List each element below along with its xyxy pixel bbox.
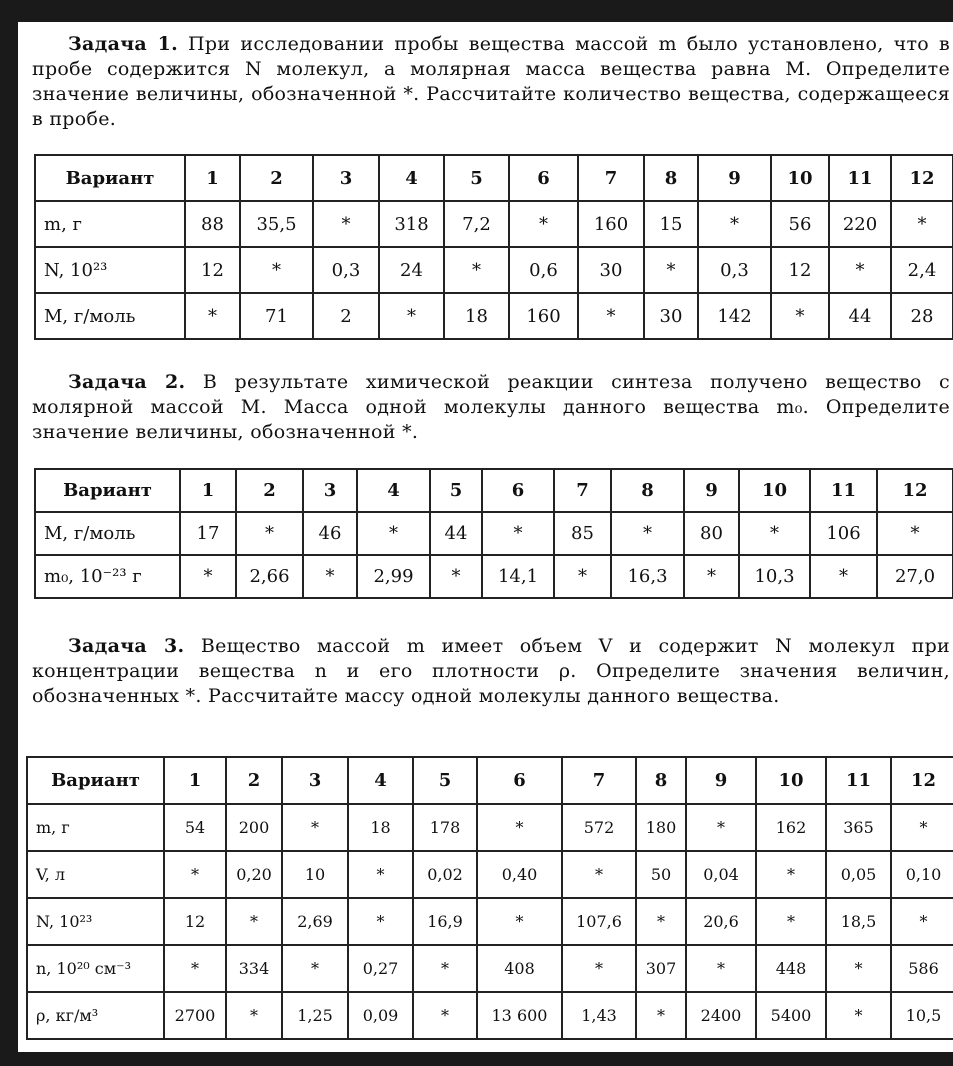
value-cell: 1,43	[562, 992, 636, 1039]
value-cell: 2,69	[282, 898, 348, 945]
value-cell: 0,20	[226, 851, 282, 898]
variant-header-cell: 6	[477, 757, 562, 804]
row-label-cell: m, г	[27, 804, 164, 851]
value-cell: 16,3	[611, 555, 684, 598]
document-page	[18, 22, 953, 1052]
variant-header-cell: 12	[877, 469, 953, 512]
value-cell: 54	[164, 804, 226, 851]
value-cell: 17	[180, 512, 236, 555]
value-cell: 1,25	[282, 992, 348, 1039]
value-cell: 27,0	[877, 555, 953, 598]
value-cell: 88	[185, 201, 240, 247]
row-label-cell: M, г/моль	[35, 512, 180, 555]
task-3-statement	[32, 634, 950, 709]
variant-header-cell: 6	[482, 469, 554, 512]
value-cell: 80	[684, 512, 739, 555]
value-cell: 18,5	[826, 898, 891, 945]
value-cell: 13 600	[477, 992, 562, 1039]
value-cell: *	[756, 851, 826, 898]
value-cell: 14,1	[482, 555, 554, 598]
variant-header-cell: 9	[684, 469, 739, 512]
table-header-row	[35, 155, 953, 201]
variant-header-cell: 4	[348, 757, 413, 804]
value-cell: *	[282, 945, 348, 992]
value-cell: *	[313, 201, 379, 247]
task-1-table	[34, 154, 953, 340]
value-cell: *	[826, 945, 891, 992]
value-cell: *	[482, 512, 554, 555]
table-row	[27, 851, 953, 898]
variant-header-cell: 3	[313, 155, 379, 201]
variant-header-cell: 9	[686, 757, 756, 804]
task-3-text: Вещество массой m имеет объем V и содержит N молекул при концентрации вещества n и его плотности ρ. Определите значения величин, обозначенных *. Рассчитайте массу одной молекулы данного вещества.	[32, 635, 950, 707]
table-row	[35, 247, 953, 293]
row-label-cell: N, 10²³	[27, 898, 164, 945]
table-row	[35, 201, 953, 247]
value-cell: *	[430, 555, 482, 598]
variant-header-cell: 5	[413, 757, 477, 804]
value-cell: 30	[644, 293, 698, 339]
value-cell: 46	[303, 512, 357, 555]
value-cell: *	[562, 851, 636, 898]
variant-header-cell: 2	[236, 469, 303, 512]
value-cell: 28	[891, 293, 953, 339]
variant-header-cell: 3	[282, 757, 348, 804]
header-label-cell: Вариант	[35, 155, 185, 201]
value-cell: 160	[578, 201, 644, 247]
value-cell: *	[698, 201, 771, 247]
variant-header-cell: 7	[554, 469, 611, 512]
value-cell: 71	[240, 293, 313, 339]
value-cell: *	[379, 293, 444, 339]
value-cell: 2700	[164, 992, 226, 1039]
task-1-text: При исследовании пробы вещества массой m было установлено, что в пробе содержится N молекул, а молярная масса вещества равна M. Определите значение величины, обозначенной *. Рассчитайте количество вещества, содержащееся в пробе.	[32, 33, 950, 130]
value-cell: *	[877, 512, 953, 555]
value-cell: 408	[477, 945, 562, 992]
variant-header-cell: 11	[829, 155, 891, 201]
value-cell: 180	[636, 804, 686, 851]
variant-header-cell: 12	[891, 155, 953, 201]
value-cell: 0,3	[313, 247, 379, 293]
value-cell: 160	[509, 293, 578, 339]
value-cell: 12	[771, 247, 829, 293]
value-cell: *	[562, 945, 636, 992]
variant-header-cell: 11	[810, 469, 877, 512]
table-header-row	[35, 469, 953, 512]
value-cell: 15	[644, 201, 698, 247]
value-cell: *	[636, 992, 686, 1039]
value-cell: 0,09	[348, 992, 413, 1039]
value-cell: 142	[698, 293, 771, 339]
value-cell: 2,66	[236, 555, 303, 598]
value-cell: *	[739, 512, 810, 555]
value-cell: 2,4	[891, 247, 953, 293]
value-cell: *	[226, 898, 282, 945]
row-label-cell: n, 10²⁰ см⁻³	[27, 945, 164, 992]
value-cell: *	[180, 555, 236, 598]
variant-header-cell: 8	[611, 469, 684, 512]
value-cell: *	[644, 247, 698, 293]
value-cell: 0,3	[698, 247, 771, 293]
value-cell: 200	[226, 804, 282, 851]
value-cell: 307	[636, 945, 686, 992]
value-cell: *	[226, 992, 282, 1039]
value-cell: 44	[430, 512, 482, 555]
value-cell: 107,6	[562, 898, 636, 945]
value-cell: 35,5	[240, 201, 313, 247]
value-cell: 334	[226, 945, 282, 992]
value-cell: 220	[829, 201, 891, 247]
task-3-title: Задача 3.	[68, 635, 185, 657]
variant-header-cell: 3	[303, 469, 357, 512]
value-cell: 56	[771, 201, 829, 247]
value-cell: *	[891, 201, 953, 247]
value-cell: *	[164, 945, 226, 992]
value-cell: 0,10	[891, 851, 953, 898]
value-cell: 44	[829, 293, 891, 339]
table-row	[35, 555, 953, 598]
value-cell: *	[236, 512, 303, 555]
task-2-title: Задача 2.	[68, 371, 186, 393]
header-label-cell: Вариант	[35, 469, 180, 512]
task-3-table	[26, 756, 953, 1040]
value-cell: 5400	[756, 992, 826, 1039]
value-cell: *	[185, 293, 240, 339]
table-row	[27, 804, 953, 851]
value-cell: *	[684, 555, 739, 598]
row-label-cell: m₀, 10⁻²³ г	[35, 555, 180, 598]
variant-header-cell: 1	[180, 469, 236, 512]
variant-header-cell: 1	[164, 757, 226, 804]
variant-header-cell: 4	[357, 469, 430, 512]
value-cell: *	[240, 247, 313, 293]
variant-header-cell: 11	[826, 757, 891, 804]
value-cell: *	[282, 804, 348, 851]
table-row	[35, 512, 953, 555]
value-cell: 586	[891, 945, 953, 992]
value-cell: 12	[164, 898, 226, 945]
task-2-table	[34, 468, 953, 599]
value-cell: *	[477, 898, 562, 945]
task-1-title: Задача 1.	[68, 33, 179, 55]
value-cell: 2,99	[357, 555, 430, 598]
value-cell: *	[826, 992, 891, 1039]
task-2-statement	[32, 370, 950, 445]
table-row	[27, 898, 953, 945]
variant-header-cell: 7	[578, 155, 644, 201]
value-cell: *	[891, 804, 953, 851]
value-cell: 0,6	[509, 247, 578, 293]
value-cell: 0,05	[826, 851, 891, 898]
variant-header-cell: 5	[430, 469, 482, 512]
value-cell: 0,40	[477, 851, 562, 898]
value-cell: 50	[636, 851, 686, 898]
table-header-row	[27, 757, 953, 804]
variant-header-cell: 6	[509, 155, 578, 201]
row-label-cell: N, 10²³	[35, 247, 185, 293]
value-cell: 16,9	[413, 898, 477, 945]
value-cell: 178	[413, 804, 477, 851]
row-label-cell: V, л	[27, 851, 164, 898]
value-cell: *	[509, 201, 578, 247]
variant-header-cell: 12	[891, 757, 953, 804]
table-row	[27, 945, 953, 992]
row-label-cell: M, г/моль	[35, 293, 185, 339]
value-cell: *	[771, 293, 829, 339]
value-cell: 365	[826, 804, 891, 851]
value-cell: 24	[379, 247, 444, 293]
value-cell: 12	[185, 247, 240, 293]
value-cell: *	[578, 293, 644, 339]
variant-header-cell: 2	[240, 155, 313, 201]
task-2-text: В результате химической реакции синтеза получено вещество с молярной массой M. Масса одной молекулы данного вещества m₀. Определите значение величины, обозначенной *.	[32, 371, 951, 443]
value-cell: 10,3	[739, 555, 810, 598]
variant-header-cell: 1	[185, 155, 240, 201]
value-cell: 448	[756, 945, 826, 992]
variant-header-cell: 5	[444, 155, 509, 201]
value-cell: *	[891, 898, 953, 945]
value-cell: *	[357, 512, 430, 555]
row-label-cell: ρ, кг/м³	[27, 992, 164, 1039]
value-cell: 162	[756, 804, 826, 851]
value-cell: 30	[578, 247, 644, 293]
value-cell: *	[636, 898, 686, 945]
value-cell: 0,27	[348, 945, 413, 992]
value-cell: *	[611, 512, 684, 555]
value-cell: 85	[554, 512, 611, 555]
value-cell: *	[686, 945, 756, 992]
value-cell: 318	[379, 201, 444, 247]
table-row	[35, 293, 953, 339]
variant-header-cell: 7	[562, 757, 636, 804]
row-label-cell: m, г	[35, 201, 185, 247]
value-cell: *	[413, 992, 477, 1039]
variant-header-cell: 8	[636, 757, 686, 804]
header-label-cell: Вариант	[27, 757, 164, 804]
value-cell: *	[829, 247, 891, 293]
value-cell: 18	[348, 804, 413, 851]
value-cell: 20,6	[686, 898, 756, 945]
value-cell: 2400	[686, 992, 756, 1039]
value-cell: *	[348, 898, 413, 945]
value-cell: *	[164, 851, 226, 898]
value-cell: *	[554, 555, 611, 598]
value-cell: 7,2	[444, 201, 509, 247]
value-cell: 572	[562, 804, 636, 851]
value-cell: *	[810, 555, 877, 598]
variant-header-cell: 8	[644, 155, 698, 201]
value-cell: 18	[444, 293, 509, 339]
value-cell: *	[348, 851, 413, 898]
value-cell: *	[303, 555, 357, 598]
value-cell: *	[686, 804, 756, 851]
value-cell: 10,5	[891, 992, 953, 1039]
variant-header-cell: 10	[756, 757, 826, 804]
variant-header-cell: 4	[379, 155, 444, 201]
value-cell: 2	[313, 293, 379, 339]
value-cell: *	[413, 945, 477, 992]
value-cell: *	[756, 898, 826, 945]
value-cell: *	[477, 804, 562, 851]
value-cell: 0,02	[413, 851, 477, 898]
variant-header-cell: 10	[739, 469, 810, 512]
variant-header-cell: 9	[698, 155, 771, 201]
value-cell: 0,04	[686, 851, 756, 898]
variant-header-cell: 2	[226, 757, 282, 804]
value-cell: 10	[282, 851, 348, 898]
value-cell: 106	[810, 512, 877, 555]
value-cell: *	[444, 247, 509, 293]
table-row	[27, 992, 953, 1039]
task-1-statement	[32, 32, 950, 132]
variant-header-cell: 10	[771, 155, 829, 201]
